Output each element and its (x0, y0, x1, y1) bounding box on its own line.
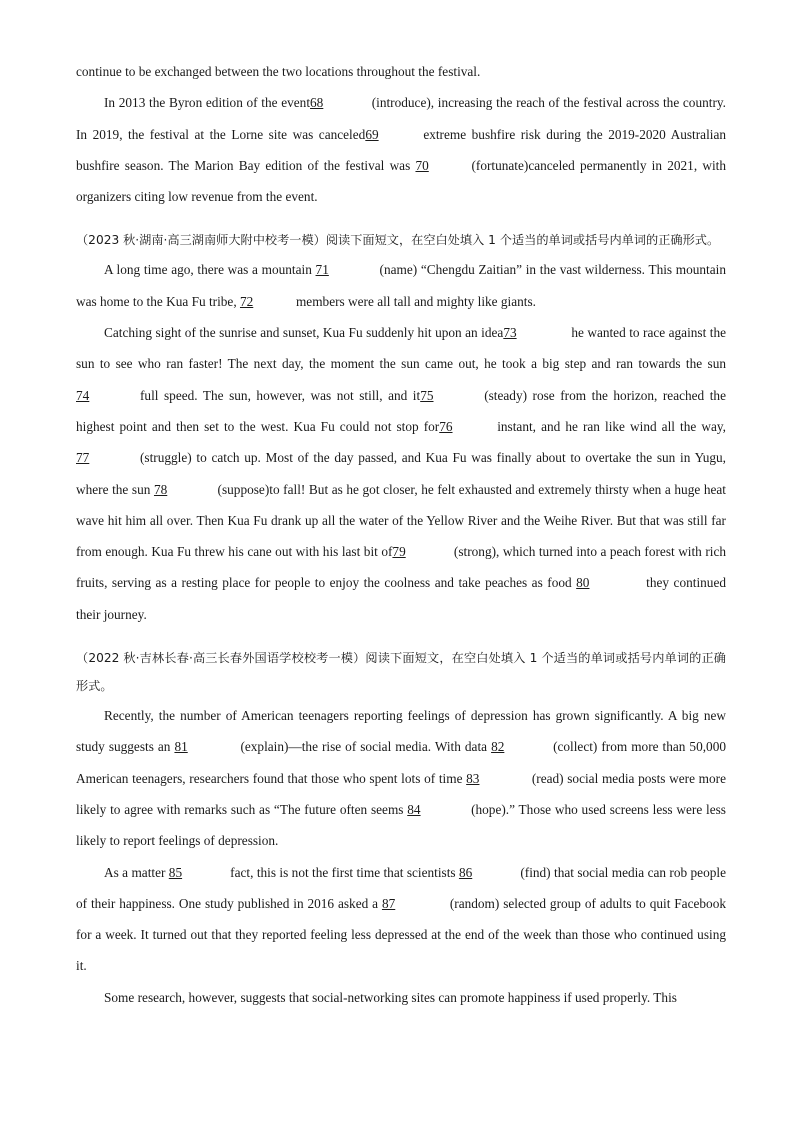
answer-blank-76[interactable]: 76 (439, 418, 453, 434)
spacer (76, 212, 726, 226)
answer-blank-75[interactable]: 75 (420, 387, 434, 403)
answer-blank-84[interactable]: 84 (407, 801, 421, 817)
passage2-paragraph-1: A long time ago, there was a mountain 71 (name) “Chengdu Zaitian” in the vast wilderness. This mountain was home to the Kua Fu tribe, 72 members were all tall and mighty like giants. (76, 254, 726, 317)
answer-blank-79[interactable]: 79 (392, 544, 406, 560)
answer-blank-85[interactable]: 85 (168, 864, 183, 880)
document-page (76, 56, 726, 1013)
passage1-paragraph-1: In 2013 the Byron edition of the event68 (introduce), increasing the reach of the festival across the country. In 2019, the festival at the Lorne site was canceled69 extreme bushfire risk during the 2019-2020 Australian bushfire season. The Marion Bay edition of the festival was 70 (fortunate)canceled permanently in 2021, with organizers citing low revenue from the event. (76, 87, 726, 212)
answer-blank-87[interactable]: 87 (381, 895, 396, 911)
answer-blank-81[interactable]: 81 (174, 739, 188, 755)
passage2-source-instruction: （2023 秋·湖南·高三湖南师大附中校考一模）阅读下面短文，在空白处填入 1 个适当的单词或括号内单词的正确形式。 (76, 233, 720, 248)
answer-blank-74[interactable]: 74 (76, 387, 90, 403)
passage1-paragraph-0: continue to be exchanged between the two locations throughout the festival. (76, 64, 481, 79)
answer-blank-80[interactable]: 80 (576, 575, 590, 591)
answer-blank-78[interactable]: 78 (153, 481, 168, 497)
answer-blank-68[interactable]: 68 (310, 95, 324, 111)
spacer (76, 630, 726, 644)
answer-blank-77[interactable]: 77 (76, 450, 90, 466)
answer-blank-82[interactable]: 82 (491, 739, 505, 755)
passage3-paragraph-3: Some research, however, suggests that social-networking sites can promote happiness if used properly. This (104, 989, 677, 1005)
passage3-paragraph-1: Recently, the number of American teenagers reporting feelings of depression has grown significantly. A big new study suggests an 81 (explain)—the rise of social media. With data 82 (collect) from more than 50,000 American teenagers, researchers found that those who spent lots of time 83 (read) social media posts were more likely to agree with remarks such as “The future often seems 84 (hope).” Those who used screens less were less likely to report feelings of depression. (76, 708, 726, 849)
answer-blank-72[interactable]: 72 (239, 293, 254, 309)
passage2-paragraph-2: Catching sight of the sunrise and sunset, Kua Fu suddenly hit upon an idea73 he wanted to race against the sun to see who ran faster! The next day, the moment the sun came out, he took a big step and ran towards the sun 74 full speed. The sun, however, was not still, and it75 (steady) rose from the horizon, reached the highest point and then set to the west. Kua Fu could not stop for76 instant, and he ran like wind all the way, 77 (struggle) to catch up. Most of the day passed, and Kua Fu was finally about to overtake the sun in Yugu, where the sun 78 (suppose)to fall! But as he got closer, he felt exhausted and extremely thirsty when a huge heat wave hit him all over. Then Kua Fu drank up all the water of the Yellow River and the Weihe River. But that was still far from enough. Kua Fu threw his cane out with his last bit of79 (strong), which turned into a peach forest with rich fruits, serving as a resting place for people to enjoy the coolness and take peaches as food 80 they continued their journey. (76, 317, 726, 630)
answer-blank-83[interactable]: 83 (466, 770, 480, 786)
answer-blank-70[interactable]: 70 (415, 157, 429, 173)
answer-blank-71[interactable]: 71 (315, 262, 329, 278)
passage3-source-instruction: （2022 秋·吉林长春·高三长春外国语学校校考一模）阅读下面短文，在空白处填入 1 个适当的单词或括号内单词的正确形式。 (76, 651, 726, 694)
answer-blank-86[interactable]: 86 (458, 864, 473, 880)
passage3-paragraph-2: As a matter 85 fact, this is not the first time that scientists 86 (find) that social media can rob people of their happiness. One study published in 2016 asked a 87 (random) selected group of adults to quit Facebook for a week. It turned out that they reported feeling less depressed at the end of the week than those who continued using it. (76, 857, 726, 982)
answer-blank-73[interactable]: 73 (503, 325, 517, 341)
answer-blank-69[interactable]: 69 (365, 126, 379, 142)
